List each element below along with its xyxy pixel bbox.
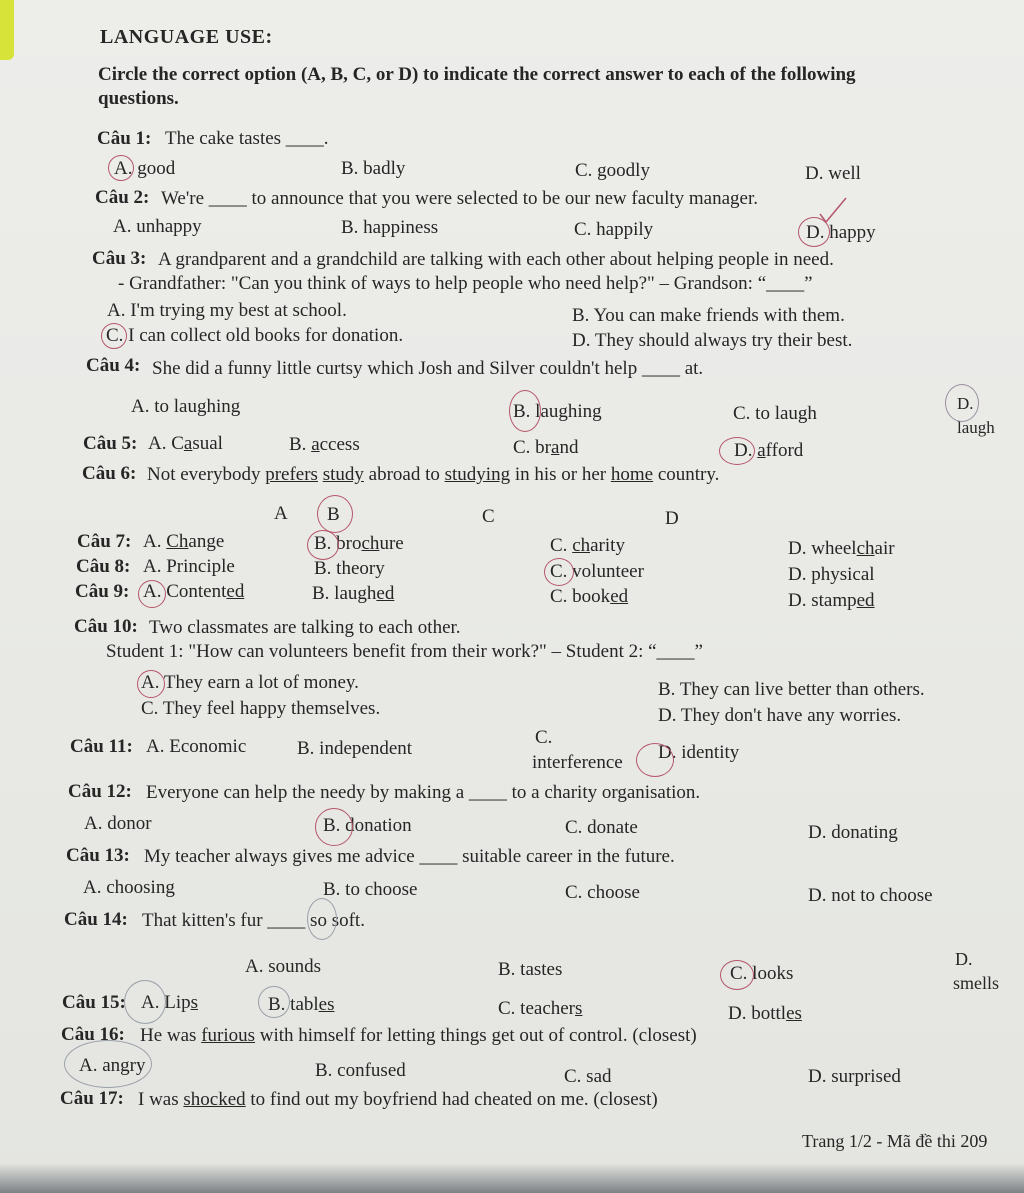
option-c[interactable]: C. looks — [730, 963, 794, 984]
option-c[interactable]: C. goodly — [575, 160, 650, 181]
option-d[interactable]: D. They don't have any worries. — [658, 705, 902, 726]
page-edge — [0, 0, 14, 60]
answer-circle — [307, 530, 339, 560]
option-c[interactable]: C. donate — [565, 817, 638, 838]
option-c[interactable]: C — [482, 506, 495, 527]
question-stem: A grandparent and a grandchild are talking with each other about helping people in need. — [158, 249, 834, 270]
option-b[interactable]: B. tastes — [498, 959, 563, 980]
option-a[interactable]: A. I'm trying my best at school. — [107, 300, 347, 321]
question-label: Câu 14: — [64, 909, 128, 930]
option-a[interactable]: A. Economic — [146, 736, 247, 757]
option-a[interactable]: A. sounds — [245, 956, 322, 977]
question-dialog: - Grandfather: "Can you think of ways to help people who need help?" – Grandson: “____” — [118, 273, 813, 294]
option-b[interactable]: B. confused — [315, 1060, 406, 1081]
section-title: LANGUAGE USE: — [100, 26, 273, 48]
question-stem: The cake tastes ____. — [165, 128, 329, 149]
question-stem: We're ____ to announce that you were selected to be our new faculty manager. — [161, 188, 758, 209]
question-label: Câu 4: — [86, 355, 141, 376]
option-d-letter[interactable]: D. — [955, 949, 973, 969]
sketch-circle — [307, 898, 337, 940]
page-footer: Trang 1/2 - Mã đề thi 209 — [802, 1131, 988, 1151]
option-c[interactable]: C. booked — [550, 586, 629, 607]
option-a[interactable]: A. Principle — [143, 556, 235, 577]
option-d-letter[interactable]: D. — [957, 394, 974, 413]
question-label: Câu 7: — [77, 531, 132, 552]
option-d-text[interactable]: smells — [953, 973, 1000, 993]
option-b[interactable]: B. to choose — [323, 879, 418, 900]
question-label: Câu 15: — [62, 992, 126, 1013]
question-label: Câu 5: — [83, 433, 138, 454]
option-c[interactable]: C. teachers — [498, 998, 583, 1019]
option-b[interactable]: B. happiness — [341, 217, 439, 238]
option-b[interactable]: B. laughed — [312, 583, 395, 604]
sketch-circle — [945, 384, 979, 422]
question-label: Câu 1: — [97, 128, 152, 149]
option-d[interactable]: D. well — [805, 163, 861, 184]
option-c[interactable]: C. volunteer — [550, 561, 644, 582]
option-c[interactable]: C. choose — [565, 882, 640, 903]
question-stem: Two classmates are talking to each other. — [149, 617, 461, 638]
question-stem: She did a funny little curtsy which Josh and Silver couldn't help ____ at. — [152, 358, 704, 379]
option-a[interactable]: A. donor — [84, 813, 152, 834]
sketch-circle — [124, 980, 166, 1024]
answer-circle — [108, 155, 134, 181]
option-d[interactable]: D. not to choose — [808, 885, 933, 906]
answer-circle — [138, 580, 166, 608]
answer-circle — [317, 495, 353, 533]
option-b[interactable]: B. donation — [323, 815, 412, 836]
option-d[interactable]: D. They should always try their best. — [572, 330, 853, 351]
option-d[interactable]: D. bottles — [728, 1003, 802, 1024]
option-d[interactable]: D. physical — [788, 564, 875, 585]
question-label: Câu 6: — [82, 463, 137, 484]
option-a[interactable]: A. unhappy — [113, 216, 202, 237]
option-a[interactable]: A. choosing — [83, 877, 175, 898]
option-c[interactable]: C. happily — [574, 219, 654, 240]
option-d[interactable]: D. afford — [734, 440, 804, 461]
option-b[interactable]: B. theory — [314, 558, 385, 579]
question-label: Câu 8: — [76, 556, 131, 577]
option-c[interactable]: C. to laugh — [733, 403, 817, 424]
option-b[interactable]: B. They can live better than others. — [658, 679, 925, 700]
answer-circle — [636, 743, 674, 777]
option-d[interactable]: D. happy — [806, 222, 876, 243]
option-b[interactable]: B. badly — [341, 158, 406, 179]
option-b[interactable]: B. You can make friends with them. — [572, 305, 845, 326]
option-b[interactable]: B. independent — [297, 738, 413, 759]
question-stem: My teacher always gives me advice ____ suitable career in the future. — [144, 846, 675, 867]
question-stem: That kitten's fur ____ so soft. — [142, 910, 365, 931]
option-a[interactable]: A. Change — [143, 531, 225, 552]
option-d[interactable]: D. identity — [658, 742, 740, 763]
answer-circle — [258, 986, 290, 1018]
option-d[interactable]: D — [665, 508, 679, 529]
option-b[interactable]: B — [327, 504, 340, 525]
option-c-text[interactable]: interference — [532, 752, 623, 773]
option-b[interactable]: B. laughing — [513, 401, 602, 422]
photo-shadow — [0, 1163, 1024, 1193]
instruction-line2: questions. — [98, 88, 179, 109]
option-a[interactable]: A. Casual — [148, 433, 223, 454]
question-label: Câu 16: — [61, 1024, 125, 1045]
option-a[interactable]: A. good — [114, 158, 176, 179]
option-a[interactable]: A. angry — [79, 1055, 146, 1076]
question-label: Câu 17: — [60, 1088, 124, 1109]
option-b[interactable]: B. brochure — [314, 533, 404, 554]
option-d[interactable]: D. surprised — [808, 1066, 901, 1087]
option-c[interactable]: C. I can collect old books for donation. — [106, 325, 404, 346]
option-c[interactable]: C. brand — [513, 437, 579, 458]
check-mark-icon — [818, 196, 848, 226]
option-d[interactable]: D. stamped — [788, 590, 875, 611]
question-label: Câu 11: — [70, 736, 133, 757]
option-b[interactable]: B. access — [289, 434, 360, 455]
answer-circle — [137, 670, 165, 698]
question-label: Câu 3: — [92, 248, 147, 269]
option-d[interactable]: D. wheelchair — [788, 538, 895, 559]
question-label: Câu 9: — [75, 581, 130, 602]
answer-circle — [509, 390, 541, 432]
option-a[interactable]: A. Contented — [143, 581, 245, 602]
question-label: Câu 12: — [68, 781, 132, 802]
option-d-text[interactable]: laugh — [957, 418, 995, 437]
option-a[interactable]: A. They earn a lot of money. — [141, 672, 359, 693]
answer-circle — [64, 1040, 152, 1088]
answer-circle — [720, 960, 754, 990]
question-dialog: Student 1: "How can volunteers benefit from their work?" – Student 2: “____” — [106, 641, 703, 662]
option-d[interactable]: D. donating — [808, 822, 898, 843]
answer-circle — [544, 558, 574, 586]
question-label: Câu 2: — [95, 187, 150, 208]
option-a[interactable]: A — [274, 503, 288, 524]
question-label: Câu 10: — [74, 616, 138, 637]
option-c[interactable]: C. sad — [564, 1066, 612, 1087]
question-stem: I was shocked to find out my boyfriend had cheated on me. (closest) — [138, 1089, 658, 1110]
answer-circle — [315, 808, 353, 846]
option-c[interactable]: C. charity — [550, 535, 625, 556]
option-a[interactable]: A. to laughing — [131, 396, 241, 417]
option-b[interactable]: B. tables — [268, 994, 335, 1015]
option-a[interactable]: A. Lips — [141, 992, 199, 1013]
instruction-line1: Circle the correct option (A, B, C, or D) to indicate the correct answer to each of the following — [98, 64, 856, 85]
answer-circle — [719, 437, 755, 465]
question-label: Câu 13: — [66, 845, 130, 866]
answer-circle — [101, 323, 127, 349]
option-c-letter[interactable]: C. — [535, 727, 553, 748]
question-stem: Not everybody prefers study abroad to studying in his or her home country. — [147, 464, 720, 485]
option-c[interactable]: C. They feel happy themselves. — [141, 698, 381, 719]
question-stem: He was furious with himself for letting things get out of control. (closest) — [140, 1025, 697, 1046]
question-stem: Everyone can help the needy by making a ____ to a charity organisation. — [146, 782, 701, 803]
